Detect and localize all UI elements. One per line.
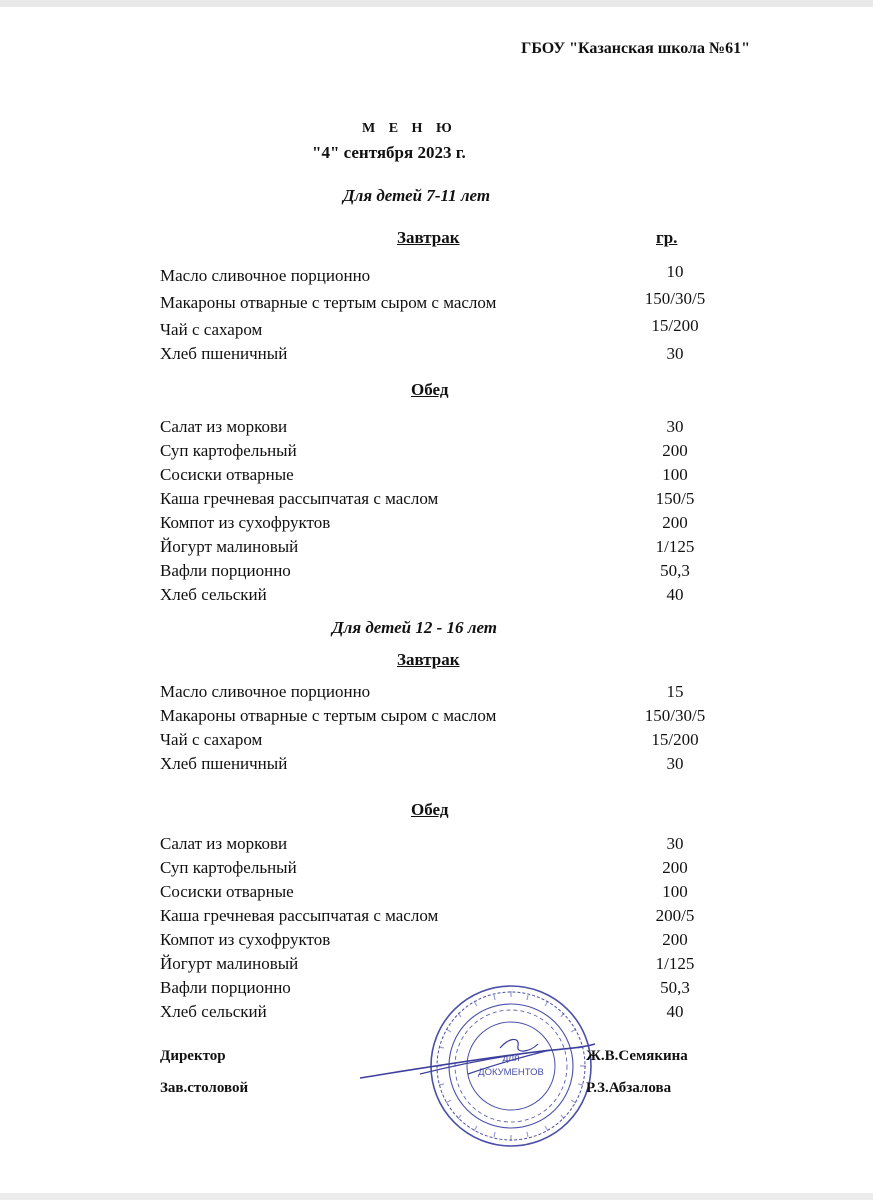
menu-item-name: Хлеб пшеничный (160, 754, 288, 773)
menu-item-name: Каша гречневая рассыпчатая с маслом (160, 906, 439, 925)
handwritten-signature (350, 1030, 600, 1090)
menu-item-weight: 200 (662, 441, 688, 460)
signature-name: Ж.В.Семякина (586, 1048, 688, 1064)
menu-item-weight: 150/30/5 (644, 289, 706, 308)
menu-item-weight: 200 (662, 513, 688, 532)
menu-item-name: Салат из моркови (160, 834, 288, 853)
menu-item-weight: 1/125 (655, 954, 695, 973)
breakfast-heading: Завтрак (397, 650, 460, 669)
menu-item-name: Хлеб сельский (160, 585, 267, 604)
menu-item-name: Суп картофельный (160, 858, 297, 877)
menu-item-weight: 100 (662, 882, 688, 901)
menu-item-name: Вафли порционно (160, 978, 291, 997)
menu-item-name: Компот из сухофруктов (160, 513, 331, 532)
menu-date: "4" сентября 2023 г. (312, 143, 466, 162)
menu-item-weight: 100 (662, 465, 688, 484)
menu-item-weight: 30 (666, 754, 684, 773)
menu-item-weight: 50,3 (660, 561, 690, 580)
menu-item-weight: 15 (666, 682, 684, 701)
menu-item-name: Каша гречневая рассыпчатая с маслом (160, 489, 439, 508)
lunch-heading: Обед (411, 800, 449, 819)
signature-role: Зав.столовой (160, 1080, 249, 1096)
menu-item-name: Йогурт малиновый (160, 537, 299, 556)
menu-item-name: Вафли порционно (160, 561, 291, 580)
menu-item-weight: 30 (666, 834, 684, 853)
menu-item-weight: 10 (666, 262, 684, 281)
scan-edge-top (0, 0, 873, 7)
signature-name: Р.З.Абзалова (586, 1080, 672, 1096)
menu-item-name: Макароны отварные с тертым сыром с маслом (160, 293, 497, 312)
menu-title: М Е Н Ю (362, 121, 457, 136)
menu-item-name: Чай с сахаром (160, 730, 263, 749)
menu-item-name: Масло сливочное порционно (160, 266, 371, 285)
menu-item-weight: 150/5 (655, 489, 695, 508)
stamp-center-line2: ДОКУМЕНТОВ (478, 1067, 544, 1078)
menu-item-weight: 30 (666, 344, 684, 363)
menu-item-name: Салат из моркови (160, 417, 288, 436)
menu-item-weight: 40 (666, 585, 684, 604)
menu-item-name: Компот из сухофруктов (160, 930, 331, 949)
menu-item-name: Макароны отварные с тертым сыром с маслом (160, 706, 497, 725)
menu-item-name: Хлеб сельский (160, 1002, 267, 1021)
organization-name: ГБОУ "Казанская школа №61" (521, 40, 750, 57)
menu-item-weight: 30 (666, 417, 684, 436)
signature-role: Директор (160, 1048, 226, 1064)
menu-item-name: Суп картофельный (160, 441, 297, 460)
age-group-label: Для детей 7-11 лет (343, 186, 491, 205)
menu-item-weight: 50,3 (660, 978, 690, 997)
lunch-heading: Обед (411, 380, 449, 399)
menu-item-name: Сосиски отварные (160, 882, 294, 901)
menu-item-name: Масло сливочное порционно (160, 682, 371, 701)
menu-item-weight: 200 (662, 858, 688, 877)
scan-edge-bottom (0, 1193, 873, 1200)
menu-item-weight: 40 (666, 1002, 684, 1021)
menu-item-weight: 200 (662, 930, 688, 949)
age-group-label: Для детей 12 - 16 лет (332, 618, 498, 637)
menu-item-weight: 15/200 (651, 316, 699, 335)
menu-item-name: Сосиски отварные (160, 465, 294, 484)
menu-item-weight: 200/5 (655, 906, 695, 925)
menu-item-name: Чай с сахаром (160, 320, 263, 339)
menu-item-weight: 1/125 (655, 537, 695, 556)
menu-item-weight: 15/200 (651, 730, 699, 749)
breakfast-heading: Завтрак (397, 228, 460, 247)
weight-column-header: гр. (656, 228, 678, 247)
stamp-center-line1: для (502, 1053, 520, 1064)
menu-item-weight: 150/30/5 (644, 706, 706, 725)
menu-item-name: Хлеб пшеничный (160, 344, 288, 363)
menu-item-name: Йогурт малиновый (160, 954, 299, 973)
